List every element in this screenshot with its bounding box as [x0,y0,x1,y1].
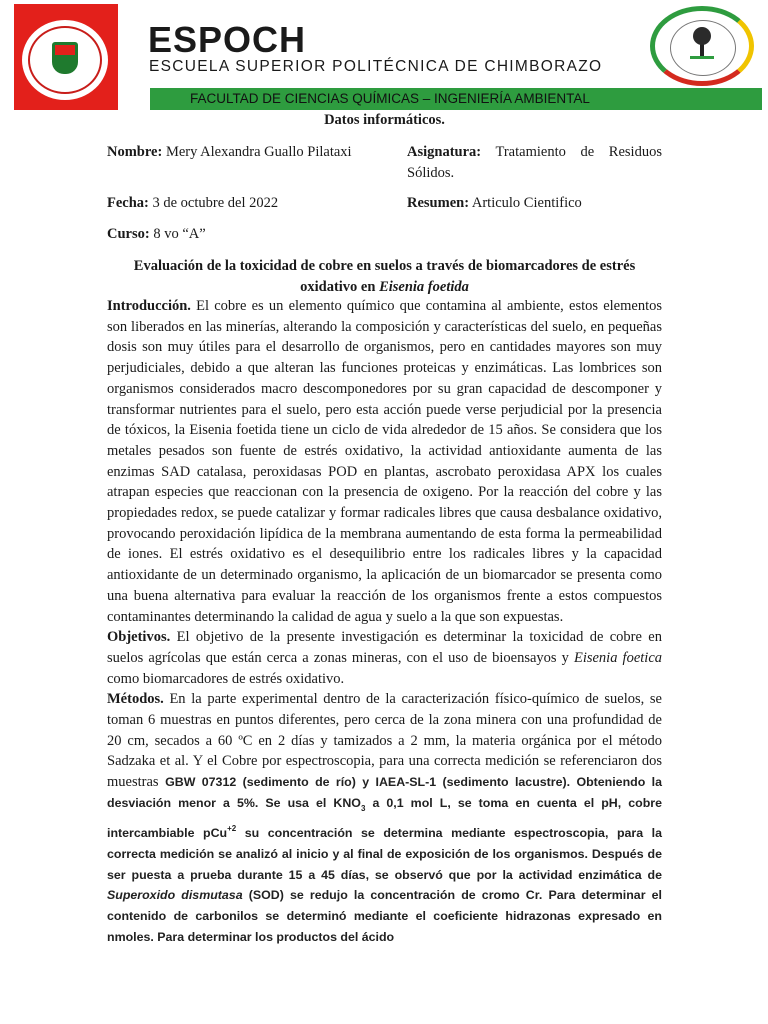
page-header [0,0,768,110]
paper-title-line1: Evaluación de la toxicidad de cobre en suelos a través de biomarcadores de estrés [133,258,636,274]
fecha-field [107,193,363,214]
faculty-banner [150,88,762,110]
objetivos-label: Objetivos. [107,629,171,646]
paper-title [107,256,662,298]
ingenieria-ambiental-logo [650,6,754,86]
metodos-text: En la parte experimental dentro de la caracterización físico-químico de suelos, se toman 6 muestras en puntos diferentes, pero cerca de la zona minera con una profundidad de 20 cm, secados a 60 ºC en 2 días y tamizados a 2 mm, la materia orgánica por el método Sadzaka et al. Y el Cobre por espectroscopia, para una correcta medición se referenciaron dos muestras [107,691,662,791]
nombre-value: Mery Alexandra Guallo Pilataxi [165,144,352,160]
metodos-sub3: 3 [360,803,366,813]
nombre-field [107,142,363,163]
intro-paragraph [107,296,662,627]
metodos-sans-c: su concentración se determina mediante espectroscopia, para la correcta medición se analizó al inicio y al final de exposición de los organismos. Después de ser puesta a prueba durante 15 a 45 días, se observó que por la actividad enzimática de [107,826,662,882]
espoch-logo [14,4,118,110]
resumen-field [407,193,662,214]
brand-title: ESPOCH [148,19,307,60]
objetivos-text: El objetivo de la presente investigación es determinar la toxicidad de cobre en suelos agrícolas que están cerca a zonas mineras, con el uso de bioensayos y [107,629,662,666]
article-body [107,296,662,948]
curso-value: 8 vo “A” [153,226,206,242]
curso-label: Curso: [107,226,150,242]
brand-subtitle: ESCUELA SUPERIOR POLITÉCNICA DE CHIMBORAZO [149,58,603,75]
asignatura-field [407,142,662,184]
nombre-label: Nombre: [107,144,163,160]
paper-title-line2: oxidativo en [300,279,380,295]
fecha-value: 3 de octubre del 2022 [152,195,279,211]
resumen-value: Articulo Cientifico [471,195,582,211]
metodos-sans-d: (SOD) se redujo la concentración de cromo Cr. Para determinar el contenido de carbonilos se determinó mediante el coeficiente hidrazonas expresado en nmoles. Para determinar los productos del ácido [107,888,662,944]
fecha-label: Fecha: [107,195,149,211]
objetivos-paragraph [107,627,662,689]
intro-text: El cobre es un elemento químico que contamina al ambiente, estos elementos son liberados en las minerías, alterando la composición y características del suelo, en pequeñas dosis son muy útiles para el desarrollo de organismos, pero en cantidades mayores son muy perjudiciales, debido a que alteran las funciones proteicas y enzimáticas. Las lombrices son organismos considerados macro descomponedores por su gran capacidad de descomponer y transformar nutrientes para el suelo, pero esta acción puede verse perjudicial por la presencia de tóxicos, la Eisenia foetida tiene un ciclo de vida alrededor de 15 años. Se considera que los metales pesados son fuente de estrés oxidativo, la actividad antioxidante aumenta de las enzimas SAD catalasa, peroxidasas POD en plantas, ascrobato peroxidasa APX los cuales atrapan especies que reaccionan con la presencia de oxigeno. Por la reacción del cobre y las propiedades redox, se puede catalizar y formar radicales libres que causa desbalance oxidativo, provocando peroxidación lipídica de la membrana aumentando de esta forma la permeabilidad de iones. El estrés oxidativo es el desequilibrio entre los radicales libres y la capacidad antioxidante de un determinado organismo, la aplicación de un biomarcador se presenta como una buena alternativa para evaluar la reacción de los organismos frente a estos compuestos contaminantes determinando la calidad de agua y suelo a la que son expuestas. [107,298,662,625]
metodos-label: Métodos. [107,691,164,708]
objetivos-text-end: como biomarcadores de estrés oxidativo. [107,670,345,687]
asignatura-label: Asignatura: [407,144,482,160]
objetivos-species: Eisenia foetica [573,649,663,666]
paper-title-species: Eisenia foetida [379,279,469,295]
metodos-sans-a: GBW 07312 (sedimento de río) y IAEA-SL-1 (sedimento lacustre). Obteniendo la desviación menor a 5%. Se usa el KNO [107,775,662,810]
metodos-paragraph [107,689,662,947]
faculty-label: FACULTAD DE CIENCIAS QUÍMICAS – INGENIERÍA AMBIENTAL [190,91,590,106]
resumen-label: Resumen: [407,195,470,211]
datos-title: Datos informáticos. [324,112,445,128]
metodos-enzyme: Superoxido dismutasa [107,888,243,903]
metodos-sup2: +2 [227,824,237,834]
curso-field [107,224,363,245]
metodos-sans-b: a 0,1 mol L, se toma en cuenta el pH, cobre intercambiable pCu [107,795,662,841]
tree-icon [688,26,716,60]
intro-label: Introducción. [107,298,191,314]
asignatura-value: Tratamiento de Residuos Sólidos. [407,144,662,181]
